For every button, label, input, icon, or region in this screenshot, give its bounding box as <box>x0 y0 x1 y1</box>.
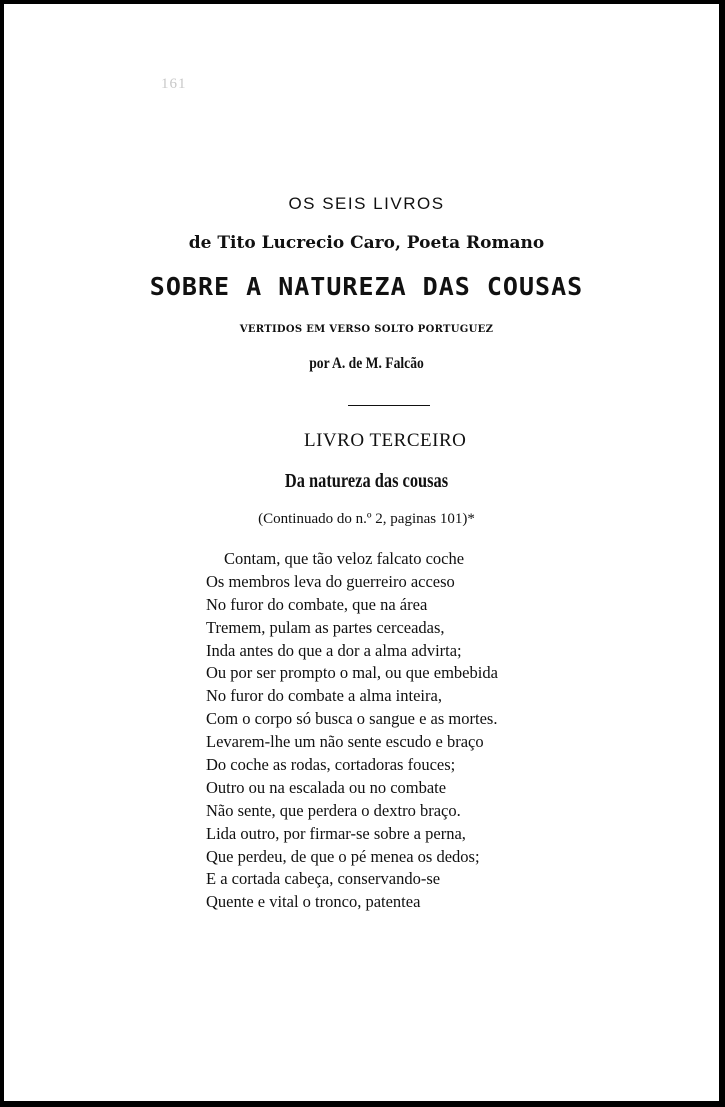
verse-line: Os membros leva do guerreiro acceso <box>206 571 455 591</box>
page-number: 161 <box>161 76 187 92</box>
verse-line: Outro ou na escalada ou no combate <box>206 777 447 797</box>
verse-line: Quente e vital o tronco, patentea <box>206 892 421 912</box>
verse-line: Levarem-lhe um não sente escudo e braço <box>206 732 484 752</box>
verse-line: No furor do combate, que na área <box>206 594 428 614</box>
verse-line: Ou por ser prompto o mal, ou que embebida <box>206 663 498 683</box>
subtitle: VERTIDOS EM VERSO SOLTO PORTUGUEZ <box>239 324 494 335</box>
verse-body <box>206 548 498 914</box>
book-title: LIVRO TERCEIRO <box>304 430 467 451</box>
work-title: SOBRE A NATUREZA DAS COUSAS <box>149 272 584 301</box>
translator-credit: por A. de M. Falcão <box>309 355 424 372</box>
author-line: de Tito Lucrecio Caro, Poeta Romano <box>188 233 545 253</box>
continuation-note: (Continuado do n.º 2, paginas 101)* <box>258 511 475 527</box>
verse-line: Inda antes do que a dor a alma advirta; <box>206 640 462 660</box>
verse-line: Lida outro, por firmar-se sobre a perna, <box>206 823 466 843</box>
verse-line: Do coche as rodas, cortadoras fouces; <box>206 755 456 775</box>
series-title: OS SEIS LIVROS <box>288 194 445 213</box>
verse-line: No furor do combate a alma inteira, <box>206 686 442 706</box>
verse-line: Com o corpo só busca o sangue e as mortes. <box>206 709 498 729</box>
verse-line: Não sente, que perdera o dextro braço. <box>206 800 461 820</box>
verse-line: E a cortada cabeça, conservando-se <box>206 869 441 889</box>
section-title: Da natureza das cousas <box>284 470 449 492</box>
verse-line: Contam, que tão veloz falcato coche <box>224 549 465 568</box>
divider-rule <box>348 405 430 406</box>
verse-line: Tremem, pulam as partes cerceadas, <box>206 617 445 637</box>
verse-line: Que perdeu, de que o pé menea os dedos; <box>206 846 480 866</box>
